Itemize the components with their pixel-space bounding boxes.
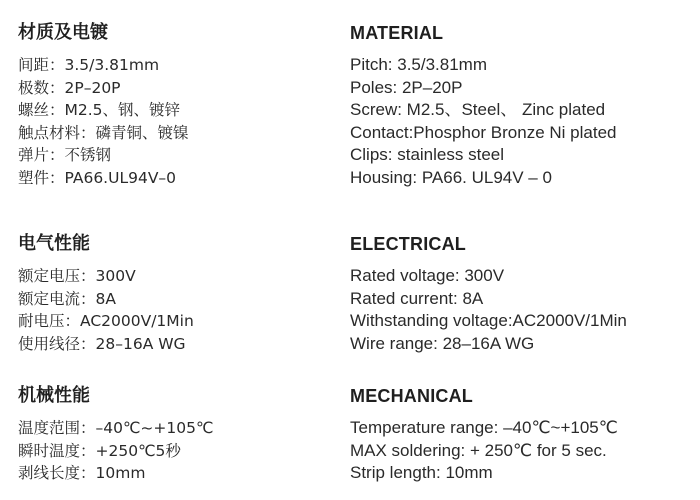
wire-range-line-en: Wire range: 28–16A WG: [350, 333, 535, 353]
max-soldering-line-cn: 瞬时温度：+250℃5秒: [18, 441, 181, 460]
electrical-lines-en: [350, 265, 690, 355]
poles-line-en: Poles: 2P–20P: [350, 77, 463, 97]
electrical-section-en: [350, 233, 690, 355]
contact-line-cn: 触点材料：磷青铜、镀镍: [18, 123, 189, 142]
rated-current-line-cn: 额定电流：8A: [18, 289, 116, 308]
rated-voltage-line-cn: 额定电压：300V: [18, 267, 136, 285]
max-soldering-line-en: MAX soldering: + 250℃ for 5 sec.: [350, 440, 607, 460]
mechanical-section-cn: [18, 385, 338, 485]
pitch-line-cn: 间距：3.5/3.81mm: [18, 56, 160, 74]
temperature-range-line-en: Temperature range: –40℃~+105℃: [350, 418, 618, 437]
electrical-heading-cn: 电气性能: [18, 233, 90, 254]
housing-line-en: Housing: PA66. UL94V – 0: [350, 167, 552, 187]
mechanical-heading-en: MECHANICAL: [350, 386, 473, 406]
material-lines-en: [350, 54, 690, 189]
mechanical-heading-cn: 机械性能: [18, 385, 90, 406]
electrical-lines-cn: [18, 265, 338, 355]
pitch-line-en: Pitch: 3.5/3.81mm: [350, 55, 488, 74]
clips-line-cn: 弹片：不锈钢: [18, 146, 112, 164]
material-lines-cn: [18, 54, 338, 189]
material-section-cn: [18, 22, 338, 189]
withstanding-voltage-line-cn: 耐电压：AC2000V/1Min: [18, 312, 194, 330]
material-heading-cn: 材质及电镀: [18, 22, 108, 43]
clips-line-en: Clips: stainless steel: [350, 145, 505, 164]
mechanical-lines-cn: [18, 417, 338, 485]
screw-line-cn: 螺丝：M2.5、钢、镀锌: [18, 101, 181, 119]
withstanding-voltage-line-en: Withstanding voltage:AC2000V/1Min: [350, 311, 627, 330]
electrical-section-cn: [18, 233, 338, 355]
material-heading-en: MATERIAL: [350, 23, 444, 43]
housing-line-cn: 塑件：PA66.UL94V–0: [18, 168, 177, 187]
screw-line-en: Screw: M2.5、Steel、 Zinc plated: [350, 100, 606, 119]
wire-range-line-cn: 使用线径：28–16A WG: [18, 334, 186, 353]
strip-length-line-cn: 剥线长度：10mm: [18, 464, 146, 482]
rated-voltage-line-en: Rated voltage: 300V: [350, 266, 505, 285]
material-section-en: [350, 22, 690, 189]
mechanical-lines-en: [350, 417, 690, 485]
temperature-range-line-cn: 温度范围：–40℃~+105℃: [18, 419, 214, 437]
mechanical-section-en: [350, 385, 690, 485]
electrical-heading-en: ELECTRICAL: [350, 234, 466, 254]
chinese-spec-column: [18, 0, 338, 500]
rated-current-line-en: Rated current: 8A: [350, 288, 484, 308]
english-spec-column: [350, 0, 690, 500]
contact-line-en: Contact:Phosphor Bronze Ni plated: [350, 122, 617, 142]
poles-line-cn: 极数：2P–20P: [18, 78, 121, 97]
strip-length-line-en: Strip length: 10mm: [350, 463, 493, 482]
